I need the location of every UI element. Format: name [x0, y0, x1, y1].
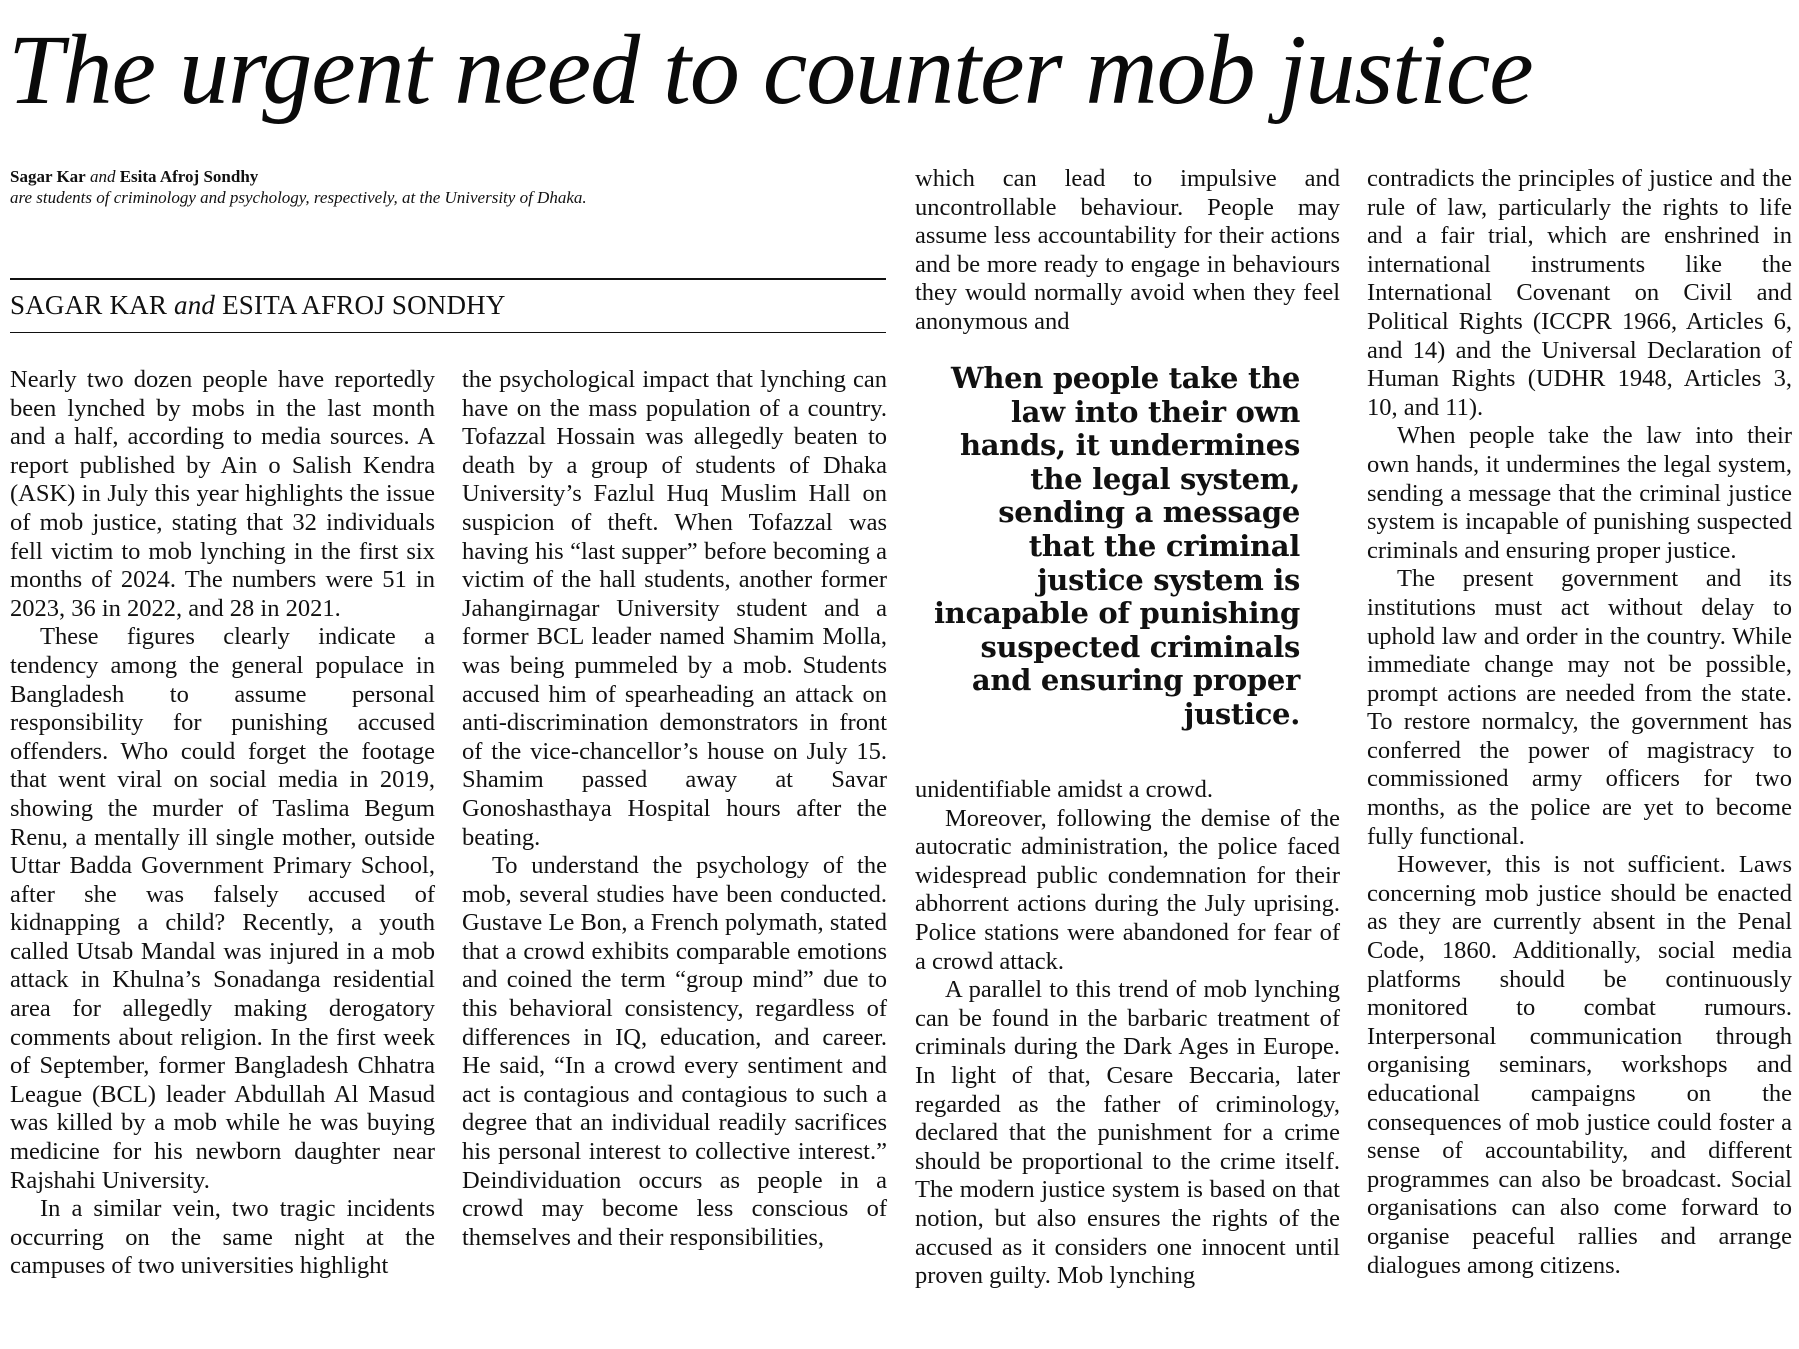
- paragraph: contradicts the principles of justice and the rule of law, particularly the rights to life and a fair trial, which are enshrined in international instruments like the International Covenant on Civil and Political Rights (ICCPR 1966, Articles 6, and 14) and the Universal Declaration of Human Rights (UDHR 1948, Articles 3, 10, and 11).: [1367, 165, 1792, 421]
- author-line-1: SAGAR KAR: [10, 290, 168, 320]
- paragraph: The present government and its institutions must act without delay to uphold law and order in the country. While immediate change may not be possible, prompt actions are needed from the state. To restore normalcy, the government has conferred the power of magistracy to commissioned army officers for two months, as the police are yet to become fully functional.: [1367, 565, 1792, 850]
- paragraph: These figures clearly indicate a tendency among the general populace in Bangladesh to assume personal responsibility for punishing accused offenders. Who could forget the footage that went viral on social media in 2019, showing the murder of Taslima Begum Renu, a mentally ill single mother, outside Uttar Badda Government Primary School, after she was falsely accused of kidnapping a child? Recently, a youth called Utsab Mandal was injured in a mob attack in Khulna’s Sonadanga residential area for allegedly making derogatory comments about religion. In the first week of September, former Bangladesh Chhatra League (BCL) leader Abdullah Al Masud was killed by a mob while he was buying medicine for his newborn daughter near Rajshahi University.: [10, 623, 435, 1194]
- byline-conjunction: and: [89, 167, 116, 186]
- paragraph: Nearly two dozen people have reportedly been lynched by mobs in the last month and a half, according to media sources. A report published by Ain o Salish Kendra (ASK) in July this year highlights the issue of mob justice, stating that 32 individuals fell victim to mob lynching in the first six months of 2024. The numbers were 51 in 2023, 36 in 2022, and 28 in 2021.: [10, 366, 435, 622]
- byline-author-1: Sagar Kar: [10, 167, 86, 186]
- pull-quote: When people take the law into their own hands, it undermines the legal system, sending a message that the criminal justice system is incapable of punishing suspected criminals and ensuring proper justice.: [933, 361, 1300, 731]
- paragraph: Moreover, following the demise of the autocratic administration, the police faced widespread public condemnation for their abhorrent actions during the July uprising. Police stations were abandoned for fear of a crowd attack.: [915, 804, 1340, 975]
- article-column-3-bottom: [915, 776, 1340, 1291]
- author-line-2: ESITA AFROJ SONDHY: [222, 290, 506, 320]
- byline-description: are students of criminology and psychology, respectively, at the University of Dhaka.: [10, 188, 587, 207]
- article-column-1: [10, 366, 435, 1281]
- paragraph: the psychological impact that lynching can have on the mass population of a country. Tofazzal Hossain was allegedly beaten to death by a group of students of Dhaka University’s Fazlul Huq Muslim Hall on suspicion of theft. When Tofazzal was having his “last supper” before becoming a victim of the hall students, another former Jahangirnagar University student and a former BCL leader named Shamim Molla, was being pummeled by a mob. Students accused him of spearheading an attack on anti-discrimination demonstrators in front of the vice-chancellor’s house on July 15. Shamim passed away at Savar Gonoshasthaya Hospital hours after the beating.: [462, 366, 887, 851]
- article-column-2: [462, 366, 887, 1252]
- paragraph: A parallel to this trend of mob lynching can be found in the barbaric treatment of criminals during the Dark Ages in Europe. In light of that, Cesare Beccaria, later regarded as the father of criminology, declared that the punishment for a crime should be proportional to the crime itself. The modern justice system is based on that notion, but also ensures the rights of the accused as it considers one innocent until proven guilty. Mob lynching: [915, 976, 1340, 1290]
- article-column-3-top: [915, 165, 1340, 337]
- paragraph: unidentifiable amidst a crowd.: [915, 776, 1213, 803]
- author-byline: [10, 166, 610, 208]
- paragraph: In a similar vein, two tragic incidents occurring on the same night at the campuses of two universities highlight: [10, 1195, 435, 1280]
- byline-names: [10, 166, 610, 187]
- byline-author-2: Esita Afroj Sondhy: [119, 167, 259, 186]
- bottom-divider: [10, 332, 886, 333]
- top-divider: [10, 278, 886, 280]
- paragraph: To understand the psychology of the mob, several studies have been conducted. Gustave Le Bon, a French polymath, stated that a crowd exhibits comparable emotions and coined the term “group mind” due to this behavioral consistency, regardless of differences in IQ, education, and career. He said, “In a crowd every sentiment and act is contagious and contagious to such a degree that an individual readily sacrifices his personal interest to collective interest.” Deindividuation occurs as people in a crowd may become less conscious of themselves and their responsibilities,: [462, 852, 887, 1251]
- paragraph: However, this is not sufficient. Laws concerning mob justice should be enacted as they are currently absent in the Penal Code, 1860. Additionally, social media platforms should be continuously monitored to combat rumours. Interpersonal communication through organising seminars, workshops and educational campaigns on the consequences of mob justice could foster a sense of accountability, and different programmes can also be broadcast. Social organisations can also come forward to organise peaceful rallies and arrange dialogues among citizens.: [1367, 851, 1792, 1279]
- paragraph: which can lead to impulsive and uncontrollable behaviour. People may assume less accountability for their actions and be more ready to engage in behaviours they would normally avoid when they feel anonymous and: [915, 165, 1340, 335]
- author-line: [10, 288, 886, 322]
- article-column-4: [1367, 165, 1792, 1280]
- author-line-conjunction: and: [174, 290, 216, 320]
- headline: The urgent need to counter mob justice: [8, 14, 1533, 125]
- paragraph: When people take the law into their own hands, it undermines the legal system, sending a message that the criminal justice system is incapable of punishing suspected criminals and ensuring proper justice.: [1367, 422, 1792, 564]
